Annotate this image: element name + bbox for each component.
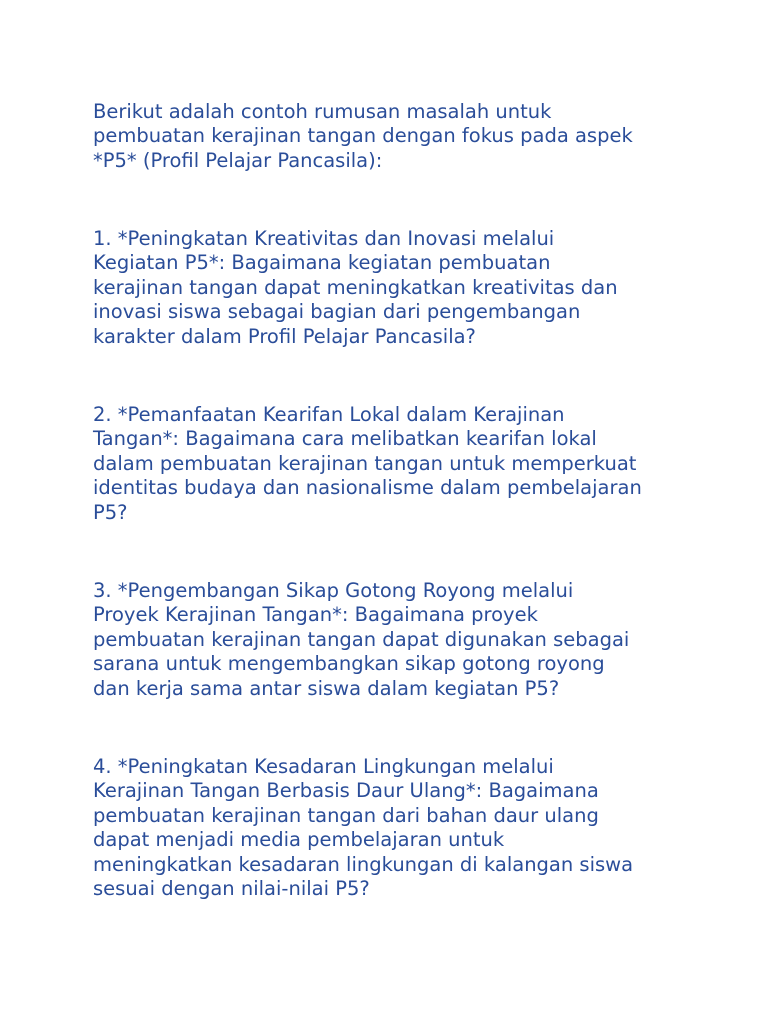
problem-item-2: 2. *Pemanfaatan Kearifan Lokal dalam Kerajinan Tangan*: Bagaimana cara melibatkan kearifan lokal dalam pembuatan kerajinan tangan untuk memperkuat identitas budaya dan nasionalisme dalam pembelajaran P5? (93, 403, 642, 524)
intro-paragraph: Berikut adalah contoh rumusan masalah untuk pembuatan kerajinan tangan dengan fokus pada aspek *P5* (Profil Pelajar Pancasila): (93, 100, 633, 172)
problem-item-3: 3. *Pengembangan Sikap Gotong Royong melalui Proyek Kerajinan Tangan*: Bagaimana proyek pembuatan kerajinan tangan dapat digunakan sebagai sarana untuk mengembangkan sikap gotong royong dan kerja sama antar siswa dalam kegiatan P5? (93, 579, 630, 700)
problem-item-4: 4. *Peningkatan Kesadaran Lingkungan melalui Kerajinan Tangan Berbasis Daur Ulang*: Bagaimana pembuatan kerajinan tangan dari bahan daur ulang dapat menjadi media pembelajaran untuk meningkatkan kesadaran lingkungan di kalangan siswa sesuai dengan nilai-nilai P5? (93, 755, 634, 901)
problem-item-1: 1. *Peningkatan Kreativitas dan Inovasi melalui Kegiatan P5*: Bagaimana kegiatan pembuatan kerajinan tangan dapat meningkatkan kreativitas dan inovasi siswa sebagai bagian dari pengembangan karakter dalam Profil Pelajar Pancasila? (93, 227, 618, 348)
